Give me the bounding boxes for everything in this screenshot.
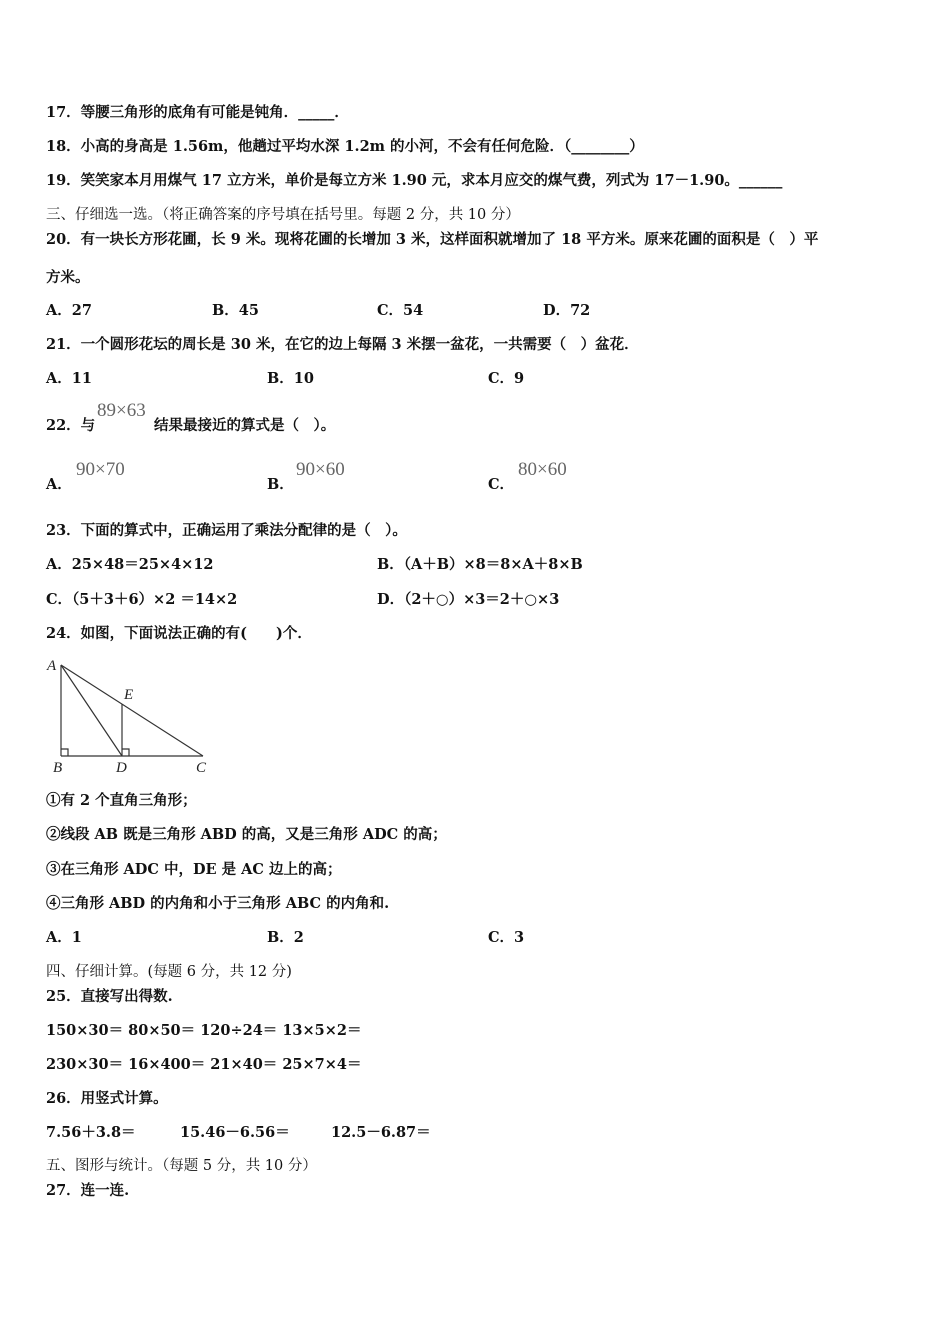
q24-option-c: C．3 — [488, 929, 525, 946]
q24-statement-3: ③在三角形 ADC 中，DE 是 AC 边上的高； — [46, 861, 342, 878]
question-20-line2: 方米。 — [46, 269, 90, 286]
right-angle-mark-b — [61, 749, 68, 756]
q26-item-1: 7.56＋3.8＝ — [46, 1124, 136, 1141]
q22-option-b-expression: 90×60 — [296, 459, 345, 480]
section-4-heading: 四、仔细计算。(每题 6 分，共 12 分) — [46, 964, 292, 980]
q24-statement-4: ④三角形 ABD 的内角和小于三角形 ABC 的内角和. — [46, 895, 390, 912]
question-22-prefix: 22．与 — [46, 417, 96, 434]
label-a: A — [47, 658, 57, 674]
q25-row-2: 230×30＝ 16×400＝ 21×40＝ 25×7×4＝ — [46, 1056, 362, 1073]
segment-ad — [61, 665, 122, 756]
question-25: 25．直接写出得数. — [46, 988, 173, 1005]
label-e: E — [124, 687, 134, 703]
q23-option-b: B．（A＋B）×8＝8×A＋8×B — [377, 556, 583, 573]
q23-option-c: C．（5＋3＋6）×2 ＝14×2 — [46, 591, 238, 608]
question-21: 21．一个圆形花坛的周长是 30 米，在它的边上每隔 3 米摆一盆花，一共需要（ ）盆花． — [46, 336, 639, 353]
label-d: D — [116, 760, 127, 776]
q22-option-c-label: C． — [488, 476, 515, 493]
q24-statement-1: ①有 2 个直角三角形； — [46, 792, 197, 809]
q24-option-a: A．1 — [46, 929, 82, 946]
q21-option-b: B．10 — [267, 370, 314, 387]
section-5-heading: 五、图形与统计。（每题 5 分，共 10 分） — [46, 1158, 317, 1174]
right-angle-mark-d — [122, 749, 129, 756]
label-c: C — [196, 760, 207, 776]
question-27: 27．连一连. — [46, 1182, 130, 1199]
question-20-line1: 20．有一块长方形花圃，长 9 米。现将花圃的长增加 3 米，这样面积就增加了 18 平方米。原来花圃的面积是（ ）平 — [46, 231, 819, 248]
question-23: 23．下面的算式中，正确运用了乘法分配律的是（ ）。 — [46, 522, 407, 539]
q20-option-b: B．45 — [212, 302, 259, 319]
q21-option-a: A．11 — [46, 370, 92, 387]
q22-option-b-label: B． — [267, 476, 294, 493]
q22-option-c-expression: 80×60 — [518, 459, 567, 480]
q21-option-c: C．9 — [488, 370, 525, 387]
question-24: 24．如图，下面说法正确的有( )个． — [46, 625, 312, 642]
q22-option-a-expression: 90×70 — [76, 459, 125, 480]
q24-option-b: B．2 — [267, 929, 304, 946]
question-18: 18．小高的身高是 1.56m，他趟过平均水深 1.2m 的小河，不会有任何危险．（________） — [46, 138, 644, 155]
label-b: B — [53, 760, 63, 776]
q20-option-d: D．72 — [543, 302, 591, 319]
triangle-figure — [40, 652, 220, 777]
q22-option-a-label: A． — [46, 476, 72, 493]
q23-option-d: D．（2＋○）×3＝2＋○×3 — [377, 591, 560, 608]
q20-option-a: A．27 — [46, 302, 92, 319]
q25-row-1: 150×30＝ 80×50＝ 120÷24＝ 13×5×2＝ — [46, 1022, 362, 1039]
question-22-suffix: 结果最接近的算式是（ ）。 — [154, 417, 336, 434]
question-26: 26．用竖式计算。 — [46, 1090, 168, 1107]
q26-item-3: 12.5－6.87＝ — [331, 1124, 431, 1141]
section-3-heading: 三、仔细选一选。（将正确答案的序号填在括号里。每题 2 分，共 10 分） — [46, 207, 520, 223]
question-22-expression: 89×63 — [97, 400, 146, 421]
q26-item-2: 15.46－6.56＝ — [180, 1124, 290, 1141]
question-19: 19．笑笑家本月用煤气 17 立方米，单价是每立方米 1.90 元，求本月应交的煤气费，列式为 17－1.90。______ — [46, 172, 783, 189]
q24-statement-2: ②线段 AB 既是三角形 ABD 的高，又是三角形 ADC 的高； — [46, 826, 447, 843]
question-17: 17．等腰三角形的底角有可能是钝角．_____． — [46, 104, 349, 121]
q23-option-a: A．25×48＝25×4×12 — [46, 556, 214, 573]
q20-option-c: C．54 — [377, 302, 424, 319]
segment-ac — [61, 665, 203, 756]
